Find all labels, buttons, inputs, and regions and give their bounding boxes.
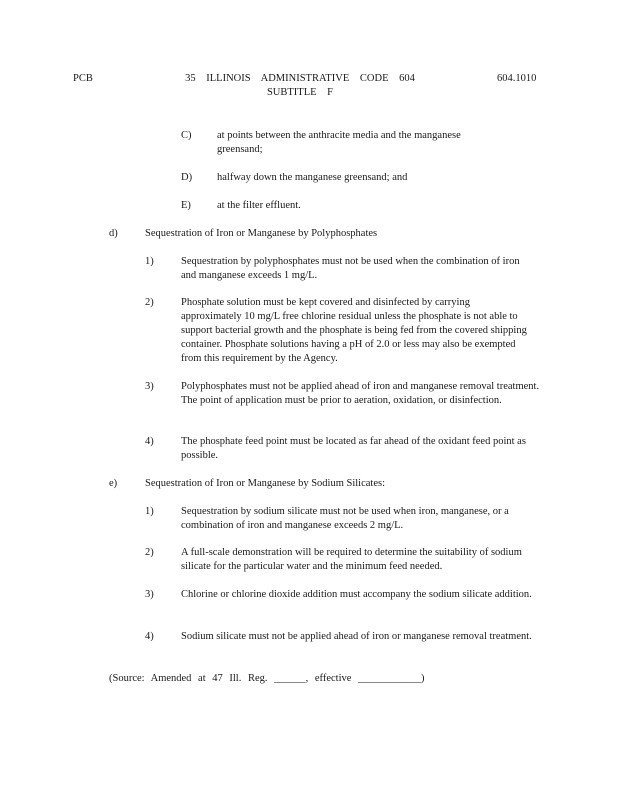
item-text: Phosphate solution must be kept covered and disinfected by carrying approximately 10 mg/L free chlorine residual unless the phosphate is not able to support bacterial growth and the phosphate is being fed from the covered shipping container. Phosphate solutions having a pH of 2.0 or less may also be exempted from this requirement by the Agency. [181,297,527,364]
item-label: 1) [145,506,154,517]
item-text: The phosphate feed point must be located as far ahead of the oxidant feed point as possible. [181,436,526,461]
item-label: 3) [145,589,154,600]
item-text: Chlorine or chlorine dioxide addition must accompany the sodium silicate addition. [181,589,532,600]
item-text: Sequestration by sodium silicate must not be used when iron, manganese, or a combination of iron and manganese exceeds 2 mg/L. [181,506,509,531]
item-label: C) [181,130,192,141]
section-heading: Sequestration of Iron or Manganese by Polyphosphates [145,228,378,239]
item-text: halfway down the manganese greensand; and [217,172,408,183]
section-label: e) [109,478,118,489]
item-label: 3) [145,381,154,392]
item-text: at the filter effluent. [217,200,301,211]
item-label: 2) [145,297,154,308]
item-label: D) [181,172,193,183]
section-heading: Sequestration of Iron or Manganese by Sodium Silicates: [145,478,385,489]
item-label: E) [181,200,191,211]
item-text: Polyphosphates must not be applied ahead of iron and manganese removal treatment. The point of application must be prior to aeration, oxidation, or disinfection. [181,381,540,406]
item-text: Sodium silicate must not be applied ahead of iron or manganese removal treatment. [181,631,532,642]
source-note: (Source: Amended at 47 Ill. Reg. ______, effective ____________) [109,673,425,684]
header-center-line1: 35 ILLINOIS ADMINISTRATIVE CODE 604 [185,73,415,84]
item-text: Sequestration by polyphosphates must not be used when the combination of iron and manganese exceeds 1 mg/L. [181,256,520,281]
item-text: at points between the anthracite media and the manganese greensand; [217,130,461,155]
item-label: 4) [145,436,154,447]
header-left: PCB [73,73,93,84]
item-label: 1) [145,256,154,267]
header-center-line2: SUBTITLE F [266,87,334,98]
item-label: 2) [145,547,154,558]
header-right: 604.1010 [497,73,537,84]
section-label: d) [109,228,118,239]
item-text: A full-scale demonstration will be required to determine the suitability of sodium silicate for the particular water and the minimum feed needed. [181,547,522,572]
item-label: 4) [145,631,154,642]
